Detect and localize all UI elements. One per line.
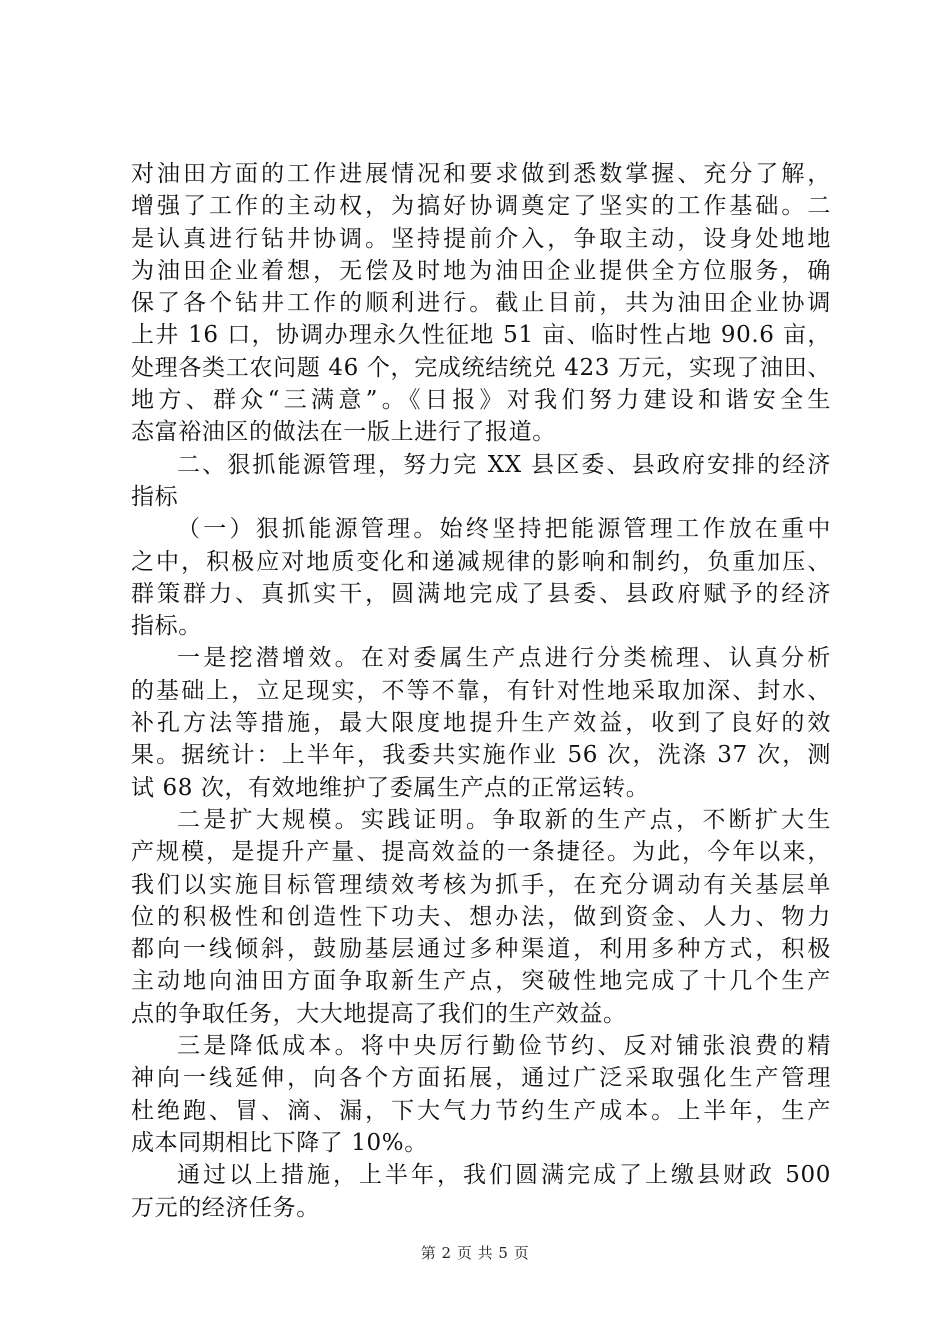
text-line: 杜绝跑、冒、滴、漏，下大气力节约生产成本。上半年，生产 (131, 1097, 831, 1124)
text-line: 地方、群众“三满意”。《日报》对我们努力建设和谐安全生 (131, 387, 831, 414)
text-line: 成本同期相比下降了 10%。 (131, 1129, 428, 1156)
document-body (131, 158, 831, 1224)
page-number-footer: 第 2 页 共 5 页 (420, 1244, 530, 1262)
text-line: 果。据统计：上半年，我委共实施作业 56 次，洗涤 37 次，测 (131, 742, 831, 769)
text-line: 万元的经济任务。 (131, 1194, 320, 1221)
text-line: 二是扩大规模。实践证明。争取新的生产点，不断扩大生 (177, 806, 831, 833)
text-line: 神向一线延伸，向各个方面拓展，通过广泛采取强化生产管理 (131, 1065, 831, 1092)
text-line: 处理各类工农问题 46 个，完成统结统兑 423 万元，实现了油田、 (131, 354, 831, 381)
text-line: 通过以上措施，上半年，我们圆满完成了上缴县财政 500 (177, 1162, 831, 1189)
text-line: 是认真进行钻井协调。坚持提前介入，争取主动，设身处地地 (131, 225, 831, 252)
text-line: 位的积极性和创造性下功夫、想办法，做到资金、人力、物力 (131, 903, 831, 930)
text-line: 一是挖潜增效。在对委属生产点进行分类梳理、认真分析 (177, 645, 831, 672)
text-line: 之中，积极应对地质变化和递减规律的影响和制约，负重加压、 (131, 548, 831, 575)
text-line: 产规模，是提升产量、提高效益的一条捷径。为此，今年以来， (131, 839, 831, 866)
text-line: 态富裕油区的做法在一版上进行了报道。 (131, 419, 556, 446)
text-line: 补孔方法等措施，最大限度地提升生产效益，收到了良好的效 (131, 710, 831, 737)
text-line: （一）狠抓能源管理。始终坚持把能源管理工作放在重中 (177, 516, 831, 543)
text-line: 二、狠抓能源管理，努力完 XX 县区委、县政府安排的经济 (177, 451, 831, 478)
text-line: 对油田方面的工作进展情况和要求做到悉数掌握、充分了解， (131, 161, 831, 187)
text-line: 群策群力、真抓实干，圆满地完成了县委、县政府赋予的经济 (131, 580, 831, 607)
text-line: 指标 (131, 483, 179, 510)
text-line: 的基础上，立足现实，不等不靠，有针对性地采取加深、封水、 (131, 677, 831, 704)
text-line: 保了各个钻井工作的顺利进行。截止目前，共为油田企业协调 (131, 290, 831, 317)
text-line: 试 68 次，有效地维护了委属生产点的正常运转。 (131, 774, 650, 801)
text-line: 都向一线倾斜，鼓励基层通过多种渠道，利用多种方式，积极 (131, 936, 831, 963)
text-line: 指标。 (131, 613, 202, 640)
text-line: 为油田企业着想，无偿及时地为油田企业提供全方位服务，确 (131, 257, 831, 284)
text-line: 我们以实施目标管理绩效考核为抓手，在充分调动有关基层单 (131, 871, 831, 898)
text-line: 上井 16 口，协调办理永久性征地 51 亩、临时性占地 90.6 亩， (131, 322, 831, 349)
text-line: 三是降低成本。将中央厉行勤俭节约、反对铺张浪费的精 (177, 1033, 831, 1060)
text-line: 主动地向油田方面争取新生产点，突破性地完成了十几个生产 (131, 968, 831, 995)
text-line: 点的争取任务，大大地提高了我们的生产效益。 (131, 1000, 627, 1027)
text-line: 增强了工作的主动权，为搞好协调奠定了坚实的工作基础。二 (131, 193, 831, 220)
